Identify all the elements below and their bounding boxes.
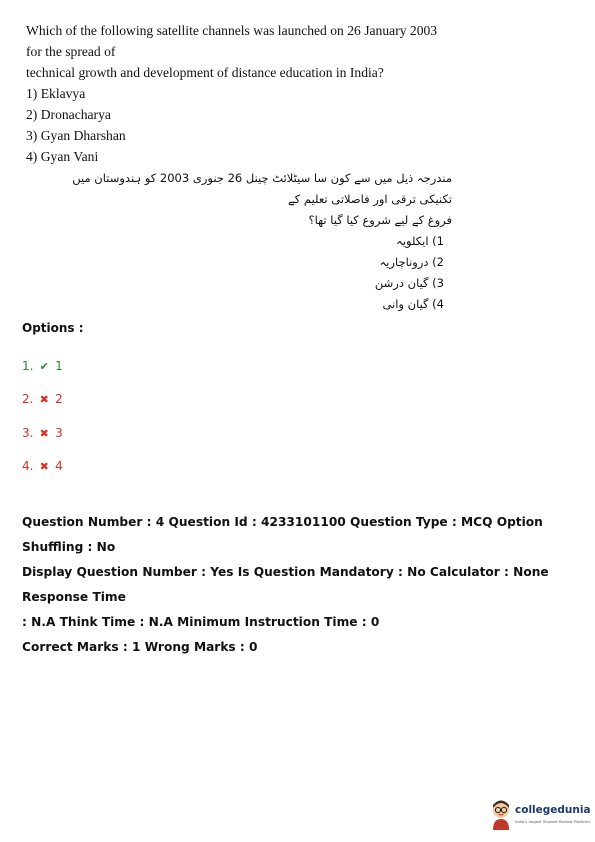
answer-option-4 — [22, 459, 63, 473]
meta-line: Display Question Number : Yes Is Question Mandatory : No Calculator : None Response Time — [22, 565, 549, 604]
answer-option-1 — [22, 359, 63, 373]
cross-icon: ✖ — [39, 460, 49, 473]
question-meta — [22, 510, 582, 660]
question-stem: Which of the following satellite channels was launched on 26 January 2003 for the spread of — [26, 23, 438, 59]
option-number: 4. — [22, 459, 34, 473]
question-option-urdu: 2) دروناچاریہ — [379, 255, 444, 269]
option-number: 3. — [22, 426, 34, 440]
marks-line: Correct Marks : 1 Wrong Marks : 0 — [22, 640, 258, 654]
cross-icon: ✖ — [39, 393, 49, 406]
question-urdu — [50, 168, 452, 315]
meta-line: : N.A Think Time : N.A Minimum Instruction Time : 0 — [22, 615, 380, 629]
question-option-urdu: 1) ایکلویہ — [396, 234, 444, 248]
question-option: 2) Dronacharya — [26, 107, 111, 122]
question-english — [26, 20, 456, 167]
answer-option-3 — [22, 426, 63, 440]
brand-tagline: India's largest Student Review Platform — [515, 819, 590, 824]
question-stem-urdu: فروغ کے لیے شروع کیا گیا تھا؟ — [308, 213, 452, 227]
options-heading: Options : — [22, 321, 84, 335]
cross-icon: ✖ — [39, 427, 49, 440]
question-option-urdu: 4) گیان وانی — [382, 297, 444, 311]
question-stem: technical growth and development of distance education in India? — [26, 65, 384, 80]
mascot-icon — [490, 800, 512, 830]
option-number: 2. — [22, 392, 34, 406]
answer-option-2 — [22, 392, 63, 406]
option-value: 4 — [55, 459, 63, 473]
question-option: 1) Eklavya — [26, 86, 86, 101]
collegedunia-logo — [490, 800, 590, 832]
option-value: 1 — [55, 359, 63, 373]
brand-name: collegedunia — [515, 804, 591, 816]
question-option-urdu: 3) گیان درشن — [374, 276, 444, 290]
question-option: 3) Gyan Dharshan — [26, 128, 126, 143]
option-value: 3 — [55, 426, 63, 440]
check-icon: ✔ — [39, 360, 49, 373]
meta-line: Question Number : 4 Question Id : 4233101100 Question Type : MCQ Option Shuffling : No — [22, 515, 543, 554]
question-option: 4) Gyan Vani — [26, 149, 99, 164]
question-stem-urdu: مندرجہ ذیل میں سے کون سا سیٹلائٹ چینل 26 جنوری 2003 کو ہندوستان میں تکنیکی ترقی اور فاصلاتی تعلیم کے — [72, 171, 452, 206]
option-number: 1. — [22, 359, 34, 373]
option-value: 2 — [55, 392, 63, 406]
